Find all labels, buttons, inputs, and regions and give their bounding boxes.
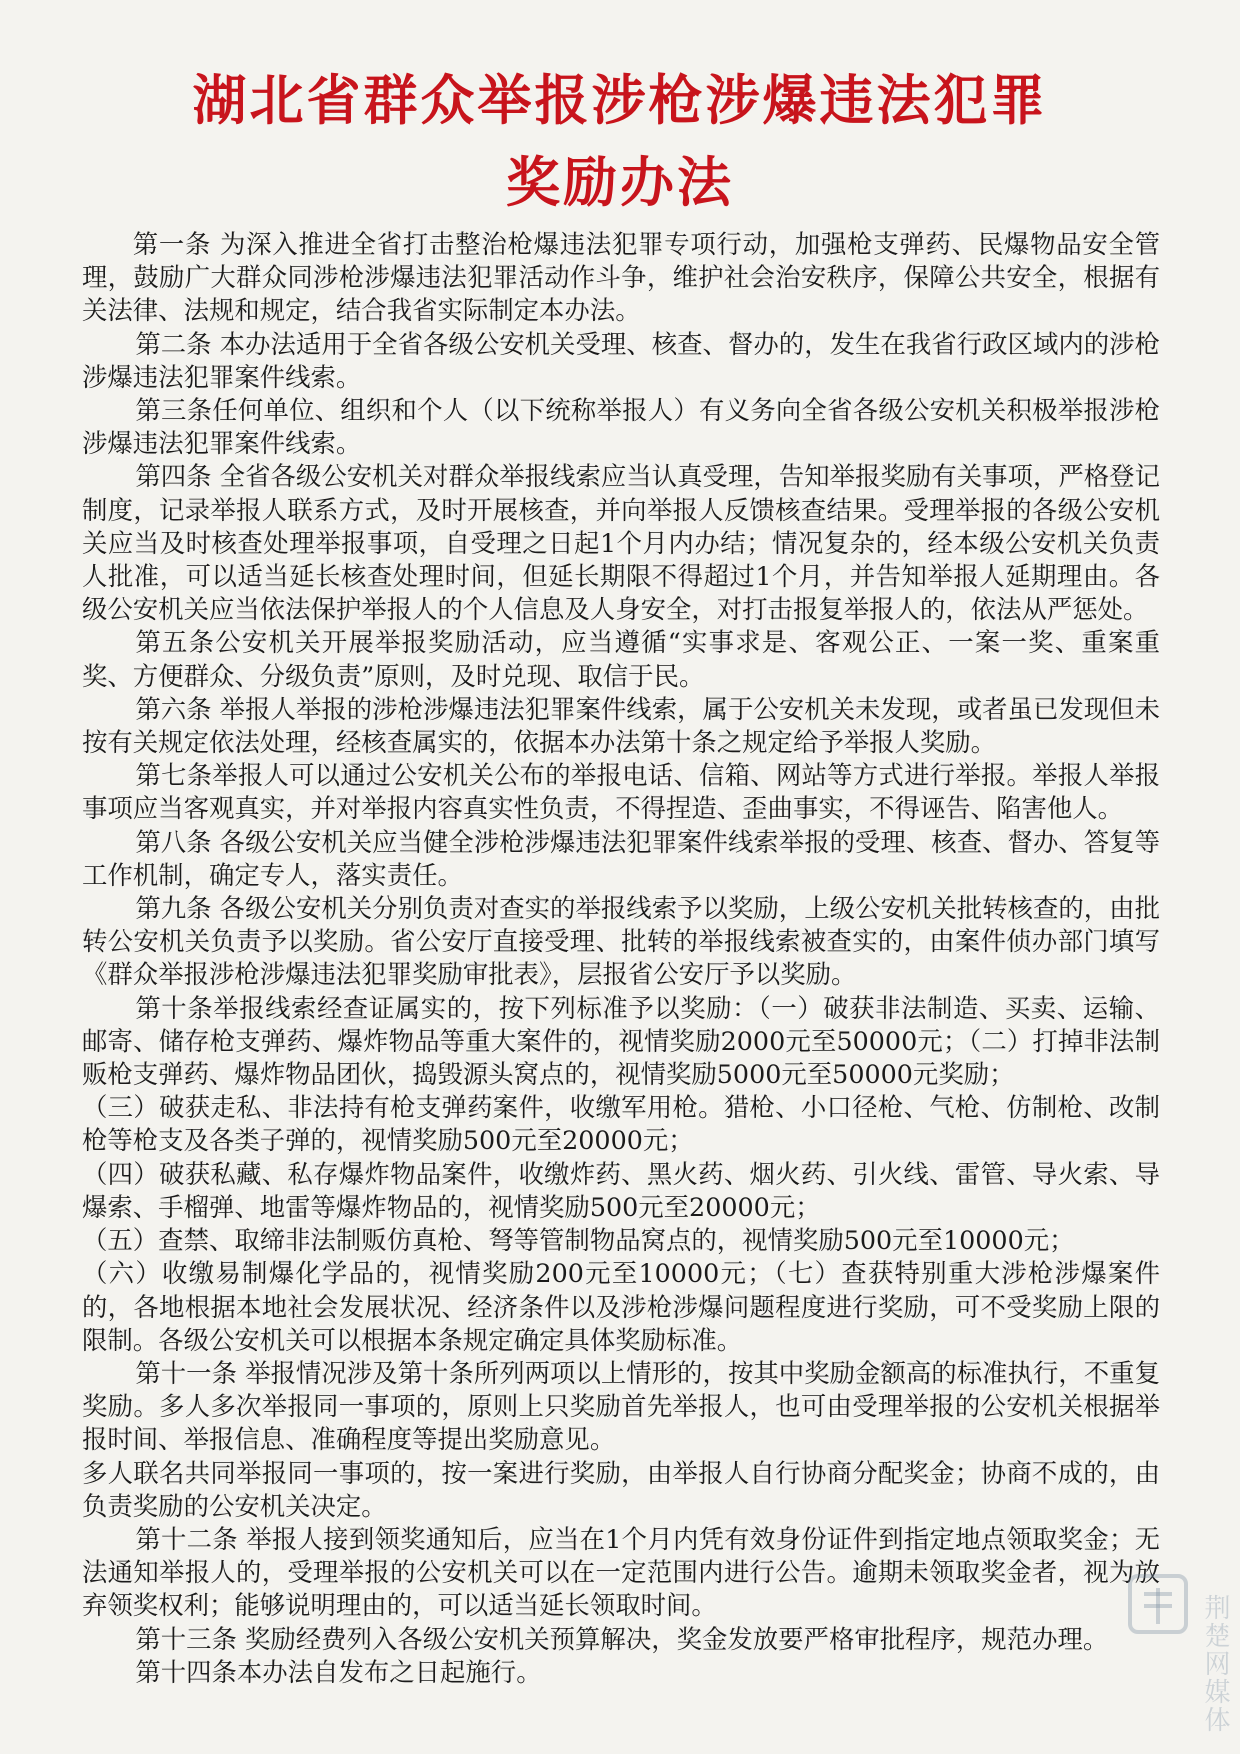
article-4: 第四条 全省各级公安机关对群众举报线索应当认真受理，告知举报奖励有关事项，严格登记制度，记录举报人联系方式，及时开展核查，并向举报人反馈核查结果。受理举报的各级公安机关应当及时核查处理举报事项，自受理之日起1个月内办结；情况复杂的，经本级公安机关负责人批准，可以适当延长核查处理时间，但延长期限不得超过1个月，并告知举报人延期理由。各级公安机关应当依法保护举报人的个人信息及人身安全，对打击报复举报人的，依法从严惩处。 [82,461,1160,625]
article-13: 第十三条 奖励经费列入各级公安机关预算解决，奖金发放要严格审批程序，规范办理。 [135,1623,1109,1654]
article-10-item-5: （五）查禁、取缔非法制贩仿真枪、弩等管制物品窝点的，视情奖励500元至10000元； [82,1225,1075,1256]
article-2: 第二条 本办法适用于全省各级公安机关受理、核查、督办的，发生在我省行政区域内的涉枪涉爆违法犯罪案件线索。 [82,328,1160,392]
watermark-text: 荆楚网媒体 [1200,1594,1230,1734]
article-14: 第十四条本办法自发布之日起施行。 [135,1656,542,1687]
article-5: 第五条公安机关开展举报奖励活动，应当遵循“实事求是、客观公正、一案一奖、重案重奖、方便群众、分级负责”原则，及时兑现、取信于民。 [82,627,1160,691]
article-7: 第七条举报人可以通过公安机关公布的举报电话、信箱、网站等方式进行举报。举报人举报事项应当客观真实，并对举报内容真实性负责，不得捏造、歪曲事实，不得诬告、陷害他人。 [82,760,1160,824]
article-6: 第六条 举报人举报的涉枪涉爆违法犯罪案件线索，属于公安机关未发现，或者虽已发现但未按有关规定依法处理，经核查属实的，依据本办法第十条之规定给予举报人奖励。 [82,693,1160,758]
article-1: 第一条 为深入推进全省打击整治枪爆违法犯罪专项行动，加强枪支弹药、民爆物品安全管理，鼓励广大群众同涉枪涉爆违法犯罪活动作斗争，维护社会治安秩序，保障公共安全，根据有关法律、法规和规定，结合我省实际制定本办法。 [82,229,1160,326]
article-10-item-4: （四）破获私藏、私存爆炸物品案件，收缴炸药、黑火药、烟火药、引火线、雷管、导火索、导爆索、手榴弹、地雷等爆炸物品的，视情奖励500元至20000元； [82,1158,1160,1222]
article-11-continued: 多人联名共同举报同一事项的，按一案进行奖励，由举报人自行协商分配奖金；协商不成的，由负责奖励的公安机关决定。 [82,1457,1160,1521]
article-3: 第三条任何单位、组织和个人（以下统称举报人）有义务向全省各级公安机关积极举报涉枪涉爆违法犯罪案件线索。 [82,395,1160,459]
article-10-item-3: （三）破获走私、非法持有枪支弹药案件，收缴军用枪。猎枪、小口径枪、气枪、仿制枪、改制枪等枪支及各类子弹的，视情奖励500元至20000元； [82,1092,1160,1156]
article-12: 第十二条 举报人接到领奖通知后，应当在1个月内凭有效身份证件到指定地点领取奖金；无法通知举报人的，受理举报的公安机关可以在一定范围内进行公告。逾期未领取奖金者，视为放弃领奖权利；能够说明理由的，可以适当延长领取时间。 [82,1523,1160,1621]
document-title-line2: 奖励办法 [506,151,734,214]
document-title-line1: 湖北省群众举报涉枪涉爆违法犯罪 [192,69,1048,132]
article-11: 第十一条 举报情况涉及第十条所列两项以上情形的，按其中奖励金额高的标准执行，不重复奖励。多人多次举报同一事项的，原则上只奖励首先举报人，也可由受理举报的公安机关根据举报时间、举报信息、准确程度等提出奖励意见。 [82,1357,1160,1455]
article-9: 第九条 各级公安机关分别负责对查实的举报线索予以奖励，上级公安机关批转核查的，由批转公安机关负责予以奖励。省公安厅直接受理、批转的举报线索被查实的，由案件侦办部门填写《群众举报涉枪涉爆违法犯罪奖励审批表》，层报省公安厅予以奖励。 [82,893,1160,990]
article-10-item-6-7: （六）收缴易制爆化学品的，视情奖励200元至10000元；（七）查获特别重大涉枪涉爆案件的，各地根据本地社会发展状况、经济条件以及涉枪涉爆问题程度进行奖励，可不受奖励上限的限制。各级公安机关可以根据本条规定确定具体奖励标准。 [82,1258,1160,1355]
article-10: 第十条举报线索经查证属实的，按下列标准予以奖励：（一）破获非法制造、买卖、运输、邮寄、储存枪支弹药、爆炸物品等重大案件的，视情奖励2000元至50000元；（二）打掉非法制贩枪支弹药、爆炸物品团伙，捣毁源头窝点的，视情奖励5000元至50000元奖励； [82,992,1160,1090]
document-body [82,228,1160,1689]
article-8: 第八条 各级公安机关应当健全涉枪涉爆违法犯罪案件线索举报的受理、核查、督办、答复等工作机制，确定专人，落实责任。 [82,826,1160,890]
